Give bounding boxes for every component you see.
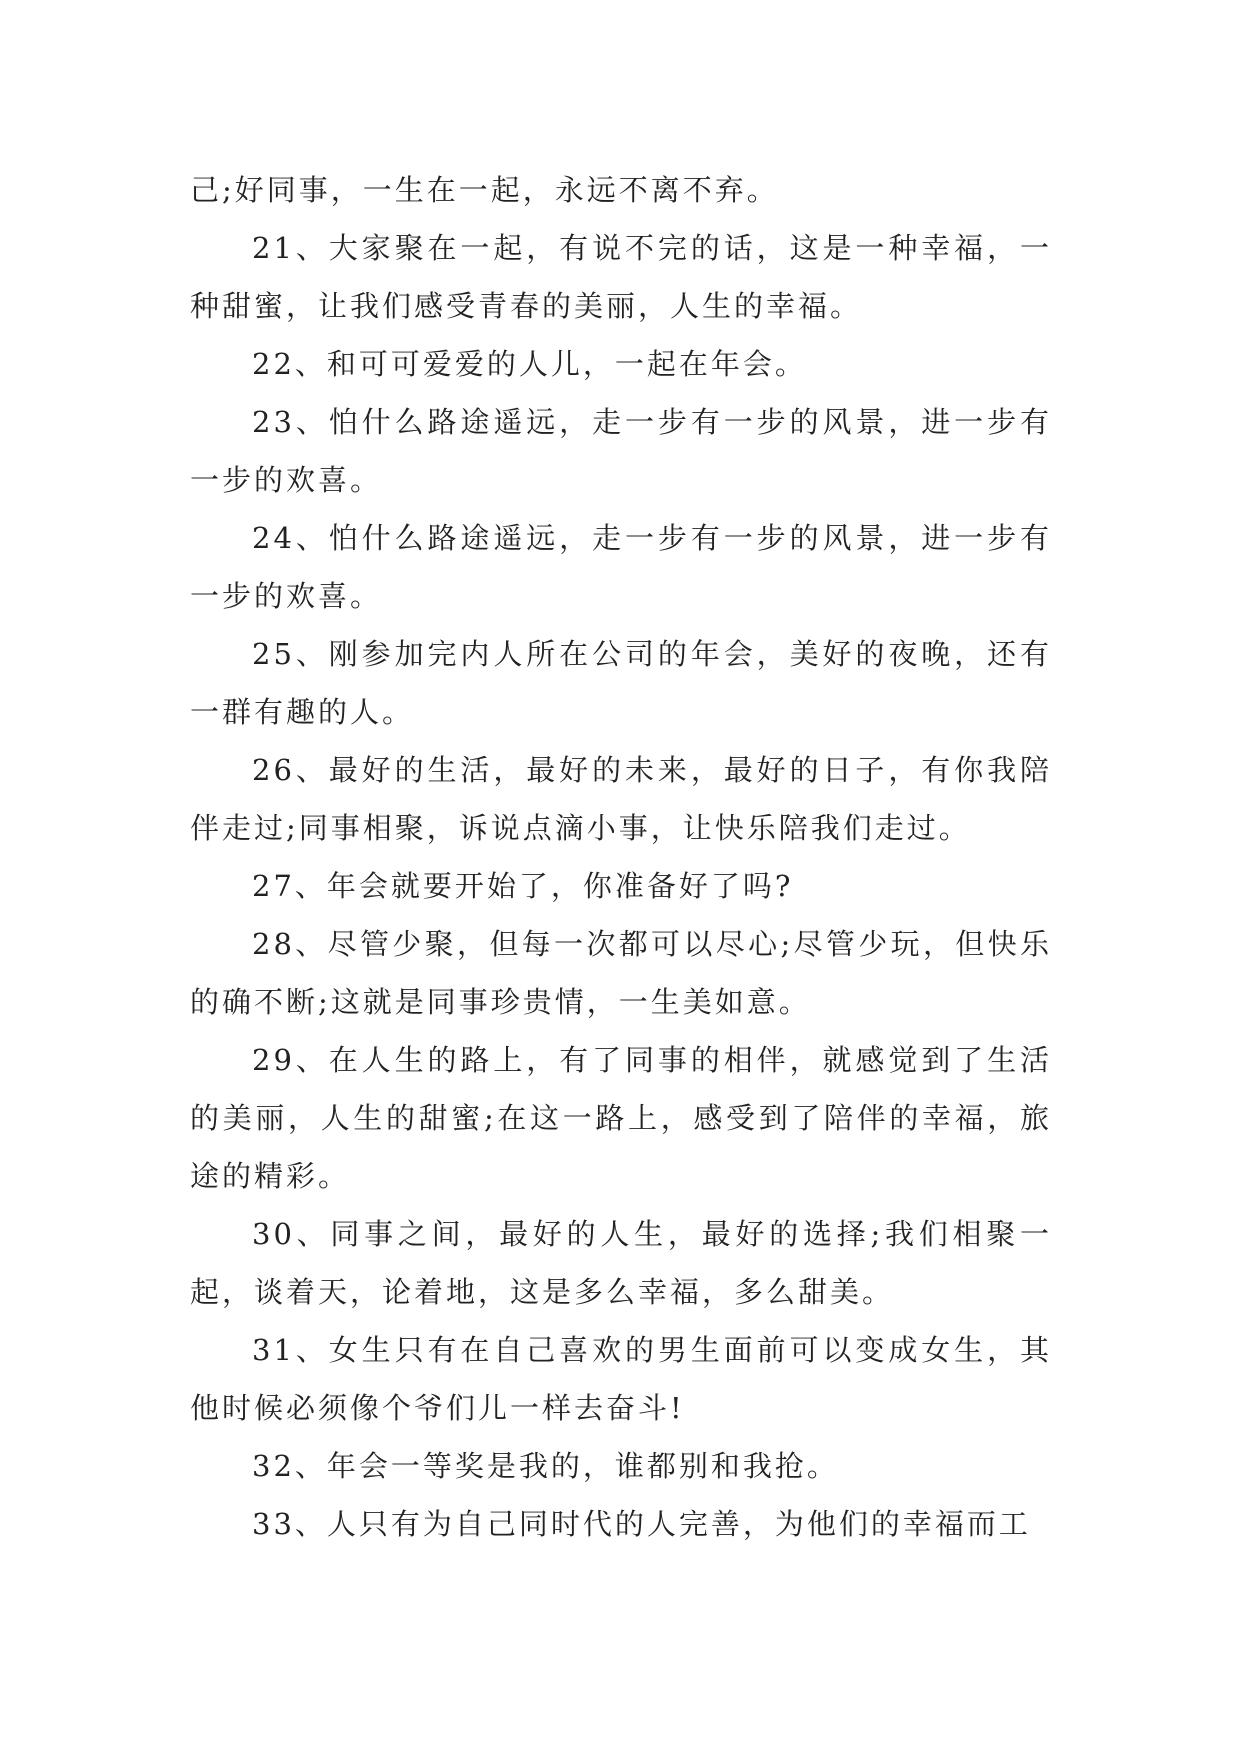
paragraph: 31、女生只有在自己喜欢的男生面前可以变成女生，其他时候必须像个爷们儿一样去奋斗! [190,1333,1052,1425]
paragraph: 己;好同事，一生在一起，永远不离不弃。 [190,173,779,207]
paragraph: 22、和可可爱爱的人儿，一起在年会。 [252,347,807,381]
document-body [190,161,1052,1553]
paragraph: 23、怕什么路途遥远，走一步有一步的风景，进一步有一步的欢喜。 [190,405,1052,497]
paragraph: 27、年会就要开始了，你准备好了吗? [252,869,794,903]
paragraph: 24、怕什么路途遥远，走一步有一步的风景，进一步有一步的欢喜。 [190,521,1052,613]
paragraph: 30、同事之间，最好的人生，最好的选择;我们相聚一起，谈着天，论着地，这是多么幸福，多么甜美。 [190,1217,1052,1309]
paragraph: 26、最好的生活，最好的未来，最好的日子，有你我陪伴走过;同事相聚，诉说点滴小事，让快乐陪我们走过。 [190,753,1052,845]
paragraph: 29、在人生的路上，有了同事的相伴，就感觉到了生活的美丽，人生的甜蜜;在这一路上，感受到了陪伴的幸福，旅途的精彩。 [190,1043,1052,1193]
paragraph: 33、人只有为自己同时代的人完善，为他们的幸福而工 [252,1507,1031,1541]
paragraph: 25、刚参加完内人所在公司的年会，美好的夜晚，还有一群有趣的人。 [190,637,1052,729]
paragraph: 32、年会一等奖是我的，谁都别和我抢。 [252,1449,839,1483]
paragraph: 21、大家聚在一起，有说不完的话，这是一种幸福，一种甜蜜，让我们感受青春的美丽，人生的幸福。 [190,231,1052,323]
paragraph: 28、尽管少聚，但每一次都可以尽心;尽管少玩，但快乐的确不断;这就是同事珍贵情，一生美如意。 [190,927,1052,1019]
